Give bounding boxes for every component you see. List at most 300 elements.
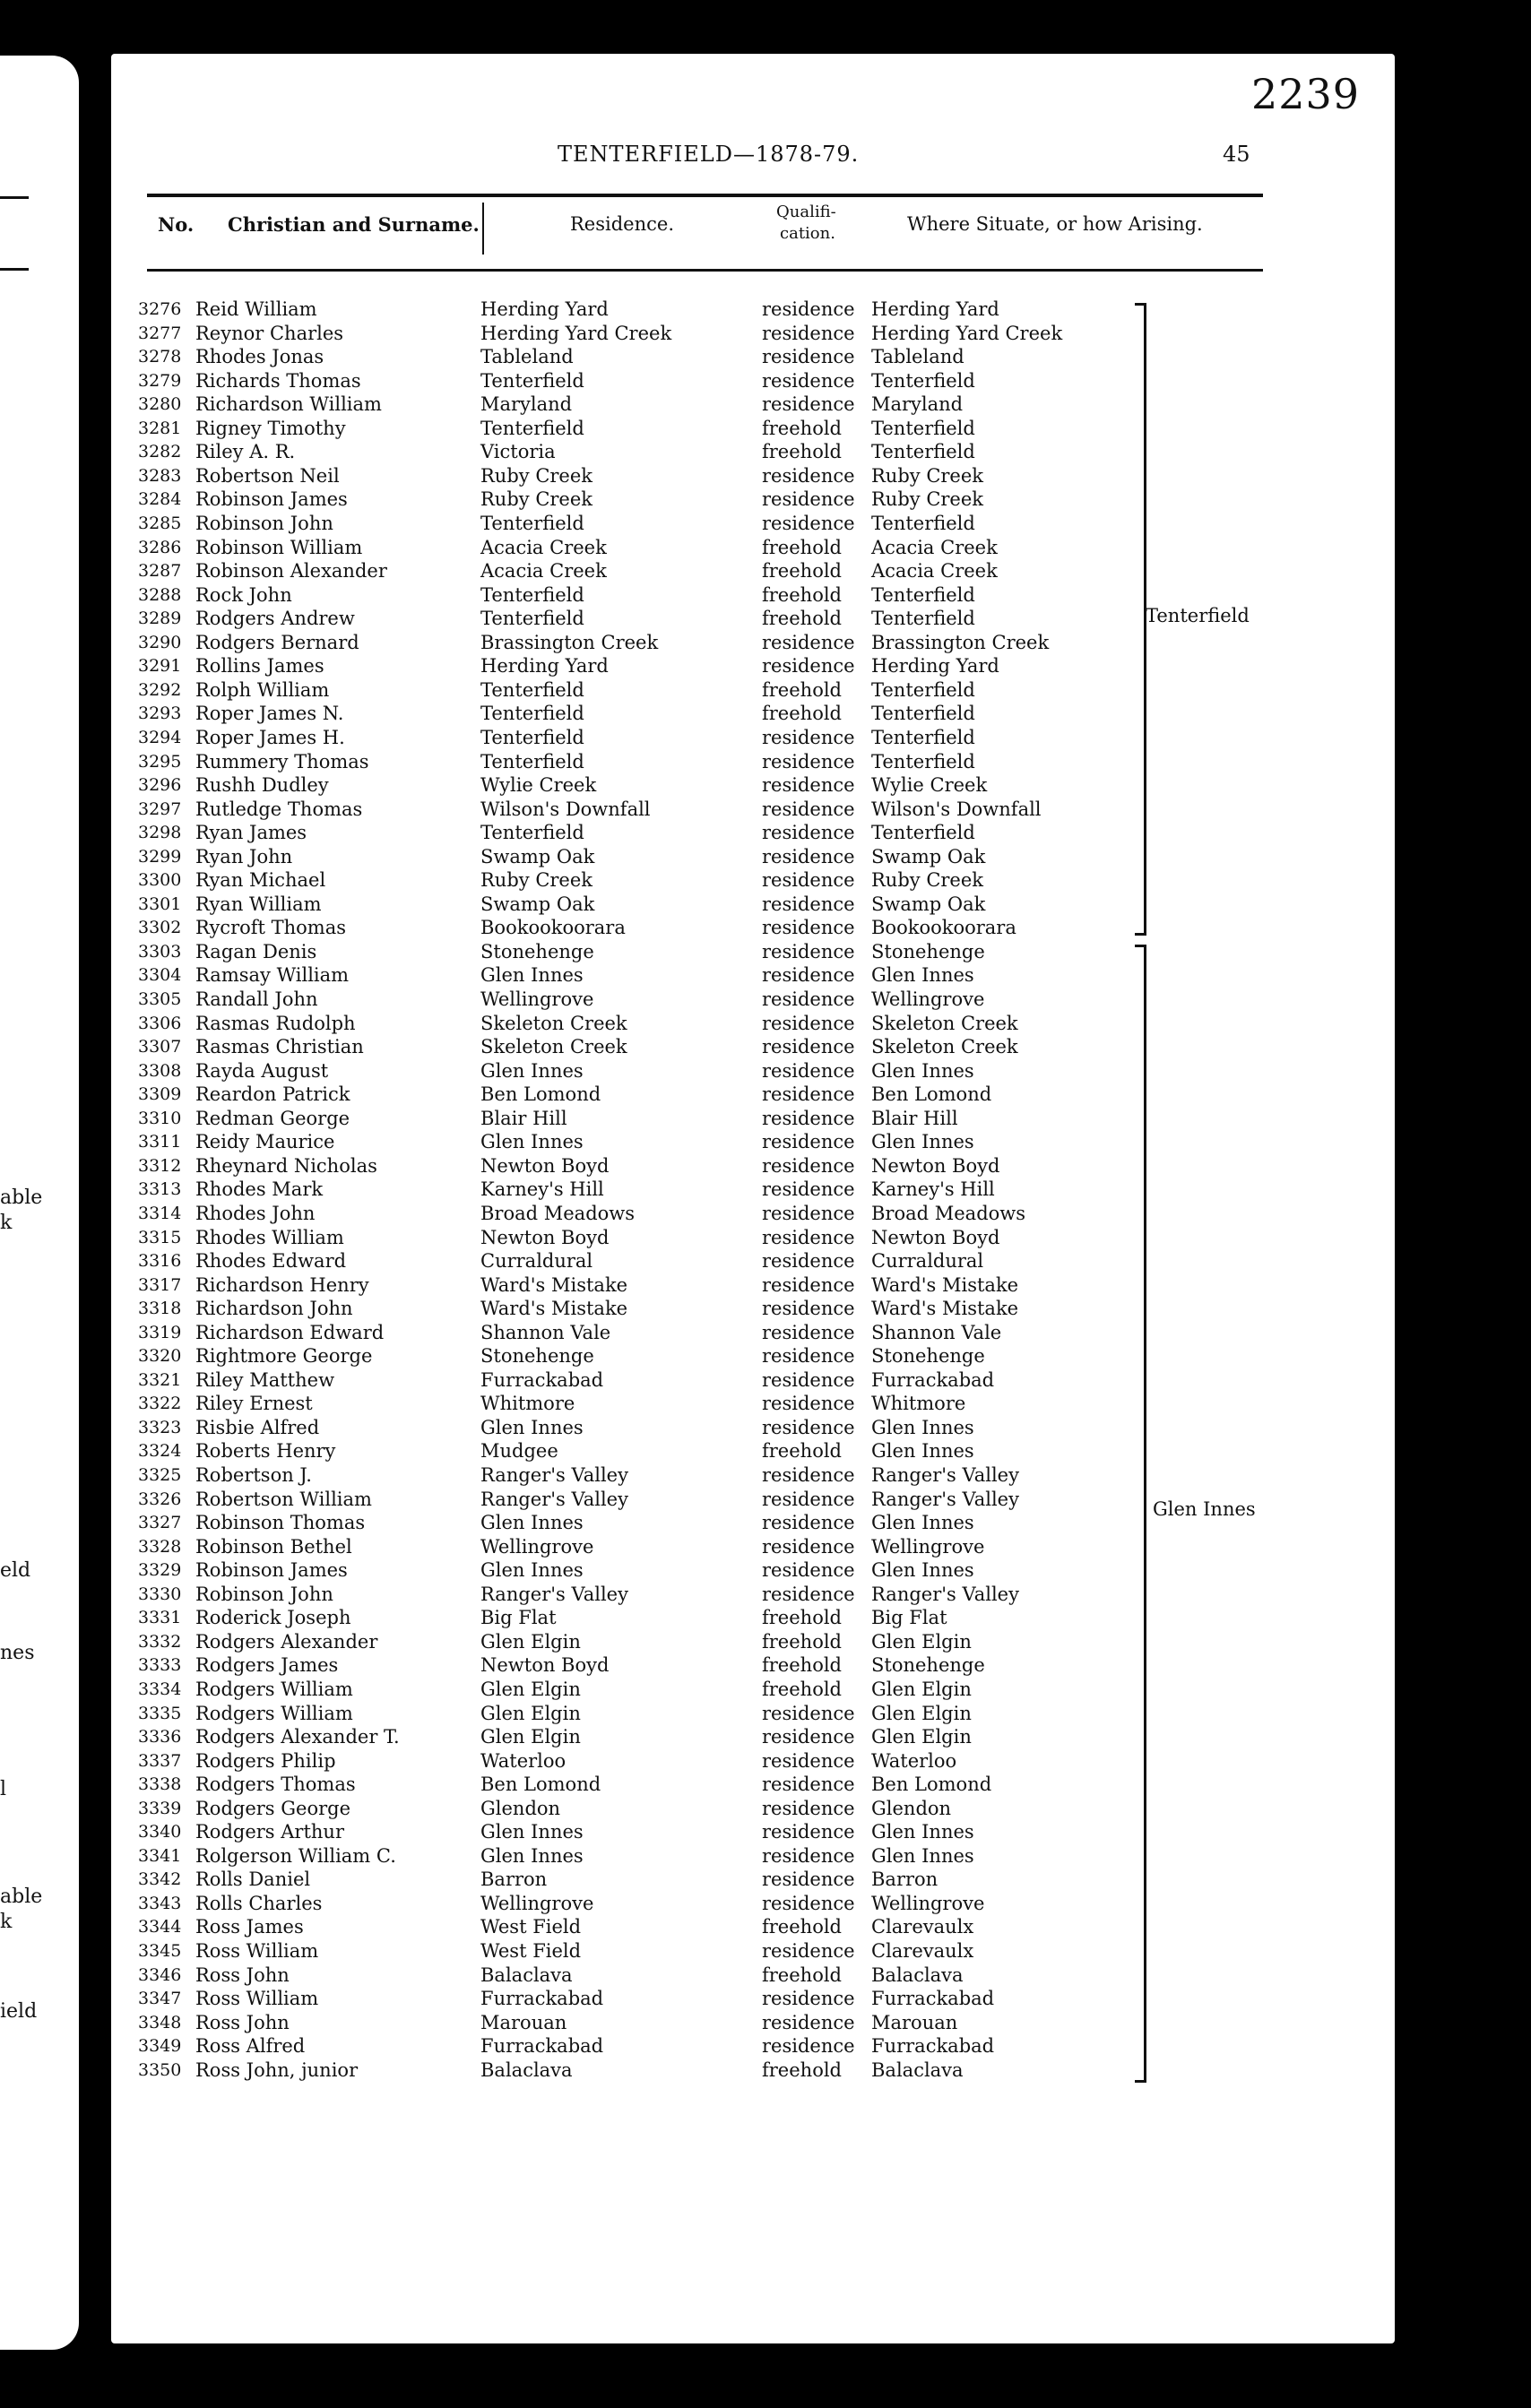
voter-name: Robinson John: [195, 513, 333, 534]
where-situate: Stonehenge: [871, 940, 985, 962]
entry-number: 3348: [138, 2012, 182, 2033]
voter-name: Ryan James: [195, 822, 307, 844]
voter-name: Roper James N.: [195, 703, 344, 725]
residence: Glendon: [480, 1797, 561, 1819]
residence: Glen Elgin: [480, 1702, 581, 1724]
residence: Ranger's Valley: [480, 1488, 628, 1510]
where-situate: Acacia Creek: [871, 536, 998, 558]
voter-name: Robinson James: [195, 488, 348, 511]
facing-page-fragment: nes: [0, 1642, 35, 1664]
voter-name: Rodgers George: [195, 1797, 351, 1819]
qualification: freehold: [762, 536, 842, 558]
column-header-residence: Residence.: [570, 213, 674, 235]
where-situate: Wellingrove: [871, 988, 985, 1010]
voter-name: Rodgers Alexander T.: [195, 1726, 400, 1748]
voter-name: Rollins James: [195, 655, 324, 678]
entry-number: 3278: [138, 347, 182, 367]
entry-number: 3297: [138, 798, 182, 819]
qualification: residence: [762, 1512, 855, 1533]
qualification: residence: [762, 1797, 855, 1819]
residence: Wellingrove: [480, 988, 594, 1010]
voter-name: Rummery Thomas: [195, 750, 369, 772]
where-situate: Ranger's Valley: [871, 1583, 1019, 1605]
voter-name: Rigney Timothy: [195, 417, 346, 439]
residence: Tenterfield: [480, 369, 584, 392]
voter-name: Reardon Patrick: [195, 1083, 350, 1106]
where-situate: Skeleton Creek: [871, 1012, 1018, 1034]
entry-number: 3339: [138, 1798, 182, 1818]
voter-name: Rasmas Rudolph: [195, 1012, 356, 1034]
residence: Shannon Vale: [480, 1321, 611, 1343]
header-column-divider: [482, 203, 484, 255]
where-situate: Broad Meadows: [871, 1202, 1026, 1224]
entry-number: 3329: [138, 1560, 182, 1581]
voter-name: Rodgers Philip: [195, 1749, 336, 1772]
facing-page-rule: [0, 268, 29, 271]
where-situate: Herding Yard: [871, 298, 999, 320]
entry-number: 3314: [138, 1203, 182, 1223]
entry-number: 3301: [138, 893, 182, 914]
entry-number: 3346: [138, 1964, 182, 1985]
entry-number: 3285: [138, 514, 182, 533]
qualification: freehold: [762, 1630, 842, 1653]
entry-number: 3347: [138, 1989, 182, 2009]
residence: Swamp Oak: [480, 845, 595, 867]
where-situate: Newton Boyd: [871, 1226, 1000, 1248]
qualification: freehold: [762, 608, 842, 630]
qualification: residence: [762, 1250, 855, 1272]
qualification: residence: [762, 369, 855, 392]
where-situate: Glen Innes: [871, 1416, 974, 1438]
where-situate: Tenterfield: [871, 369, 975, 392]
voter-name: Ross Alfred: [195, 2035, 306, 2058]
qualification: residence: [762, 1464, 855, 1486]
voter-name: Robinson James: [195, 1559, 348, 1582]
residence: Tableland: [480, 346, 574, 368]
facing-page-fragment: able: [0, 1886, 43, 1908]
where-situate: Bookookoorara: [871, 917, 1016, 939]
qualification: freehold: [762, 678, 842, 701]
residence: Newton Boyd: [480, 1654, 610, 1677]
residence: Newton Boyd: [480, 1154, 610, 1177]
group-label-tenterfield: Tenterfield: [1146, 605, 1250, 626]
voter-name: Richardson William: [195, 393, 382, 416]
residence: Furrackabad: [480, 2035, 604, 2058]
voter-name: Rodgers Bernard: [195, 631, 359, 653]
qualification: residence: [762, 346, 855, 368]
qualification: residence: [762, 726, 855, 748]
qualification: residence: [762, 1131, 855, 1153]
qualification: residence: [762, 513, 855, 534]
residence: Wilson's Downfall: [480, 798, 651, 820]
entry-number: 3305: [138, 989, 182, 1009]
residence: Whitmore: [480, 1393, 575, 1415]
voter-name: Roderick Joseph: [195, 1607, 351, 1629]
where-situate: Brassington Creek: [871, 631, 1050, 653]
entry-number: 3344: [138, 1917, 182, 1938]
residence: Maryland: [480, 393, 573, 416]
page-number: 2239: [1251, 70, 1361, 118]
where-situate: Newton Boyd: [871, 1154, 1000, 1177]
entry-number: 3308: [138, 1060, 182, 1081]
residence: Glen Innes: [480, 1821, 584, 1843]
qualification: freehold: [762, 441, 842, 463]
entry-number: 3296: [138, 775, 182, 795]
facing-page-fragment: able: [0, 1187, 43, 1209]
residence: Brassington Creek: [480, 631, 659, 653]
residence: Karney's Hill: [480, 1178, 604, 1201]
residence: Wylie Creek: [480, 774, 597, 796]
voter-name: Rhodes Jonas: [195, 346, 324, 368]
qualification: residence: [762, 1702, 855, 1724]
voter-name: Ross John: [195, 1964, 290, 1986]
facing-page-fragment: eld: [0, 1559, 31, 1582]
qualification: freehold: [762, 583, 842, 606]
entry-number: 3287: [138, 561, 182, 581]
qualification: residence: [762, 1202, 855, 1224]
where-situate: Balaclava: [871, 2058, 964, 2081]
facing-page-rule: [0, 196, 29, 199]
residence: West Field: [480, 1939, 582, 1962]
column-header-where: Where Situate, or how Arising.: [907, 213, 1203, 235]
where-situate: Ruby Creek: [871, 869, 984, 892]
entry-number: 3295: [138, 751, 182, 772]
voter-name: Rightmore George: [195, 1345, 373, 1368]
residence: Acacia Creek: [480, 536, 607, 558]
qualification: residence: [762, 1298, 855, 1320]
qualification: residence: [762, 1869, 855, 1891]
where-situate: Tenterfield: [871, 583, 975, 606]
voter-name: Rutledge Thomas: [195, 798, 363, 820]
where-situate: Glen Innes: [871, 1131, 974, 1153]
entry-number: 3332: [138, 1631, 182, 1652]
where-situate: Tenterfield: [871, 726, 975, 748]
qualification: residence: [762, 1345, 855, 1368]
voter-name: Rodgers Arthur: [195, 1821, 344, 1843]
residence: Herding Yard: [480, 298, 609, 320]
residence: Tenterfield: [480, 750, 584, 772]
voter-name: Richardson Henry: [195, 1273, 369, 1296]
where-situate: Glen Elgin: [871, 1678, 972, 1700]
qualification: freehold: [762, 1678, 842, 1700]
entry-number: 3318: [138, 1299, 182, 1319]
entry-number: 3283: [138, 465, 182, 486]
qualification: residence: [762, 1178, 855, 1201]
residence: Glen Innes: [480, 1559, 584, 1582]
entry-number: 3345: [138, 1940, 182, 1961]
residence: Broad Meadows: [480, 1202, 636, 1224]
residence: Furrackabad: [480, 1368, 604, 1391]
qualification: freehold: [762, 1654, 842, 1677]
qualification: residence: [762, 869, 855, 892]
qualification: residence: [762, 1774, 855, 1796]
voter-name: Roberts Henry: [195, 1440, 336, 1463]
where-situate: Tenterfield: [871, 608, 975, 630]
facing-page-fragment: ield: [0, 2000, 38, 2023]
residence: Mudgee: [480, 1440, 558, 1463]
voter-name: Robinson John: [195, 1583, 333, 1605]
entry-number: 3320: [138, 1346, 182, 1367]
residence: Ben Lomond: [480, 1774, 601, 1796]
qualification: residence: [762, 298, 855, 320]
voter-name: Ramsay William: [195, 964, 350, 987]
entry-number: 3300: [138, 870, 182, 891]
where-situate: Herding Yard: [871, 655, 999, 678]
voter-name: Robertson J.: [195, 1464, 312, 1486]
entry-number: 3327: [138, 1513, 182, 1532]
residence: Skeleton Creek: [480, 1012, 627, 1034]
residence: Glen Innes: [480, 1416, 584, 1438]
residence: Tenterfield: [480, 703, 584, 725]
entry-number: 3290: [138, 632, 182, 652]
entry-number: 3279: [138, 370, 182, 391]
column-header-name: Christian and Surname.: [228, 213, 480, 236]
voter-name: Robinson William: [195, 536, 363, 558]
running-title: TENTERFIELD—1878-79.: [558, 142, 860, 167]
where-situate: Glen Innes: [871, 1512, 974, 1533]
residence: Ranger's Valley: [480, 1583, 628, 1605]
residence: Ward's Mistake: [480, 1298, 628, 1320]
residence: West Field: [480, 1916, 582, 1938]
qualification: residence: [762, 774, 855, 796]
voter-name: Ryan William: [195, 893, 322, 915]
entry-number: 3307: [138, 1037, 182, 1057]
voter-name: Robertson Neil: [195, 464, 340, 487]
where-situate: Ranger's Valley: [871, 1488, 1019, 1510]
entry-number: 3302: [138, 918, 182, 938]
where-situate: Tenterfield: [871, 678, 975, 701]
qualification: residence: [762, 1535, 855, 1558]
residence: Glen Elgin: [480, 1630, 581, 1653]
entry-number: 3325: [138, 1465, 182, 1485]
where-situate: Swamp Oak: [871, 893, 986, 915]
qualification: residence: [762, 917, 855, 939]
entry-number: 3291: [138, 656, 182, 677]
entry-number: 3334: [138, 1679, 182, 1699]
entry-number: 3277: [138, 323, 182, 343]
residence: Swamp Oak: [480, 893, 595, 915]
voter-name: Rodgers William: [195, 1678, 353, 1700]
voter-name: Robertson William: [195, 1488, 372, 1510]
voter-name: Rodgers Alexander: [195, 1630, 378, 1653]
voter-name: Ross William: [195, 1988, 319, 2010]
residence: Herding Yard: [480, 655, 609, 678]
voter-name: Robinson Bethel: [195, 1535, 352, 1558]
entry-number: 3294: [138, 727, 182, 747]
entry-number: 3317: [138, 1274, 182, 1295]
where-situate: Glen Elgin: [871, 1630, 972, 1653]
residence: Tenterfield: [480, 678, 584, 701]
voter-name: Riley Matthew: [195, 1368, 335, 1391]
entry-number: 3350: [138, 2059, 182, 2080]
entry-number: 3330: [138, 1584, 182, 1604]
qualification: residence: [762, 1821, 855, 1843]
where-situate: Ward's Mistake: [871, 1273, 1019, 1296]
residence: Skeleton Creek: [480, 1036, 627, 1058]
residence: Ruby Creek: [480, 869, 593, 892]
header-rule-bottom: [147, 269, 1263, 272]
where-situate: Marouan: [871, 2011, 958, 2033]
qualification: residence: [762, 750, 855, 772]
column-header-no: No.: [158, 213, 195, 236]
where-situate: Wellingrove: [871, 1892, 985, 1914]
where-situate: Glendon: [871, 1797, 952, 1819]
voter-name: Randall John: [195, 988, 318, 1010]
voter-name: Roper James H.: [195, 726, 345, 748]
qualification: residence: [762, 631, 855, 653]
qualification: residence: [762, 2011, 855, 2033]
residence: Bookookoorara: [480, 917, 626, 939]
qualification: residence: [762, 1393, 855, 1415]
column-header-qualification-cont: cation.: [780, 224, 835, 243]
where-situate: Glen Elgin: [871, 1702, 972, 1724]
voter-name: Riley A. R.: [195, 441, 296, 463]
qualification: freehold: [762, 1964, 842, 1986]
residence: Tenterfield: [480, 822, 584, 844]
qualification: residence: [762, 1416, 855, 1438]
qualification: residence: [762, 1939, 855, 1962]
entry-number: 3292: [138, 679, 182, 700]
voter-name: Rasmas Christian: [195, 1036, 364, 1058]
qualification: residence: [762, 1107, 855, 1129]
residence: Ward's Mistake: [480, 1273, 628, 1296]
where-situate: Maryland: [871, 393, 964, 416]
voter-name: Rhodes Edward: [195, 1250, 347, 1272]
where-situate: Ruby Creek: [871, 464, 984, 487]
where-situate: Glen Elgin: [871, 1726, 972, 1748]
where-situate: Glen Innes: [871, 1821, 974, 1843]
qualification: residence: [762, 1012, 855, 1034]
residence: Ben Lomond: [480, 1083, 601, 1106]
where-situate: Glen Innes: [871, 1059, 974, 1082]
entry-number: 3282: [138, 442, 182, 462]
where-situate: Tenterfield: [871, 750, 975, 772]
column-header-qualification: Qualifi-: [776, 203, 836, 221]
qualification: residence: [762, 1059, 855, 1082]
residence: Curraldural: [480, 1250, 593, 1272]
qualification: residence: [762, 393, 855, 416]
facing-page-edge: [0, 56, 79, 2350]
voter-name: Rolls Daniel: [195, 1869, 311, 1891]
residence: Glen Elgin: [480, 1726, 581, 1748]
entry-number: 3341: [138, 1845, 182, 1866]
residence: Tenterfield: [480, 583, 584, 606]
qualification: freehold: [762, 1440, 842, 1463]
residence: Acacia Creek: [480, 560, 607, 582]
entry-number: 3280: [138, 394, 182, 415]
qualification: residence: [762, 488, 855, 511]
qualification: residence: [762, 893, 855, 915]
voter-name: Rodgers William: [195, 1702, 353, 1724]
voter-name: Reid William: [195, 298, 317, 320]
qualification: residence: [762, 1488, 855, 1510]
residence: Balaclava: [480, 2058, 573, 2081]
where-situate: Ben Lomond: [871, 1083, 992, 1106]
entry-number: 3276: [138, 299, 182, 319]
voter-name: Rolph William: [195, 678, 330, 701]
where-situate: Shannon Vale: [871, 1321, 1002, 1343]
entry-number: 3299: [138, 846, 182, 867]
residence: Ruby Creek: [480, 488, 593, 511]
where-situate: Tenterfield: [871, 513, 975, 534]
voter-name: Robinson Alexander: [195, 560, 387, 582]
voter-name: Risbie Alfred: [195, 1416, 320, 1438]
entry-number: 3322: [138, 1394, 182, 1414]
entry-number: 3328: [138, 1536, 182, 1557]
group-label-glen-innes: Glen Innes: [1153, 1498, 1256, 1520]
voter-name: Reidy Maurice: [195, 1131, 335, 1153]
voter-name: Rhodes William: [195, 1226, 344, 1248]
entry-number: 3286: [138, 537, 182, 557]
residence: Glen Innes: [480, 964, 584, 987]
entry-number: 3315: [138, 1227, 182, 1247]
qualification: residence: [762, 1749, 855, 1772]
where-situate: Tenterfield: [871, 441, 975, 463]
entry-number: 3331: [138, 1608, 182, 1628]
qualification: residence: [762, 1273, 855, 1296]
entry-number: 3323: [138, 1417, 182, 1437]
where-situate: Furrackabad: [871, 2035, 995, 2058]
where-situate: Clarevaulx: [871, 1939, 974, 1962]
residence: Ruby Creek: [480, 464, 593, 487]
voter-name: Rodgers James: [195, 1654, 339, 1677]
entry-number: 3309: [138, 1084, 182, 1105]
residence: Victoria: [480, 441, 556, 463]
residence: Furrackabad: [480, 1988, 604, 2010]
entry-number: 3338: [138, 1774, 182, 1795]
qualification: residence: [762, 1892, 855, 1914]
voter-name: Rolls Charles: [195, 1892, 323, 1914]
where-situate: Acacia Creek: [871, 560, 998, 582]
qualification: residence: [762, 1321, 855, 1343]
voter-name: Ross John, junior: [195, 2058, 359, 2081]
where-situate: Clarevaulx: [871, 1916, 974, 1938]
entry-number: 3326: [138, 1489, 182, 1509]
voter-name: Redman George: [195, 1107, 350, 1129]
entry-number: 3340: [138, 1822, 182, 1843]
residence: Marouan: [480, 2011, 567, 2033]
entry-number: 3310: [138, 1108, 182, 1128]
entry-number: 3313: [138, 1179, 182, 1200]
header-rule-top: [147, 194, 1263, 197]
qualification: residence: [762, 464, 855, 487]
folio-number: 45: [1223, 142, 1250, 167]
where-situate: Stonehenge: [871, 1345, 985, 1368]
entry-number: 3342: [138, 1869, 182, 1890]
where-situate: Wylie Creek: [871, 774, 988, 796]
qualification: freehold: [762, 1916, 842, 1938]
voter-name: Ryan John: [195, 845, 293, 867]
voter-name: Richardson Edward: [195, 1321, 385, 1343]
voter-name: Richards Thomas: [195, 369, 361, 392]
where-situate: Glen Innes: [871, 1559, 974, 1582]
where-situate: Balaclava: [871, 1964, 964, 1986]
residence: Tenterfield: [480, 726, 584, 748]
facing-page-fragment: k: [0, 1212, 13, 1234]
entry-number: 3343: [138, 1893, 182, 1913]
facing-page-fragment: l: [0, 1778, 7, 1800]
residence: Tenterfield: [480, 513, 584, 534]
qualification: freehold: [762, 560, 842, 582]
qualification: residence: [762, 798, 855, 820]
where-situate: Ward's Mistake: [871, 1298, 1019, 1320]
where-situate: Ruby Creek: [871, 488, 984, 511]
where-situate: Wellingrove: [871, 1535, 985, 1558]
where-situate: Karney's Hill: [871, 1178, 995, 1201]
where-situate: Glen Innes: [871, 1440, 974, 1463]
voter-name: Riley Ernest: [195, 1393, 313, 1415]
entry-number: 3298: [138, 823, 182, 843]
